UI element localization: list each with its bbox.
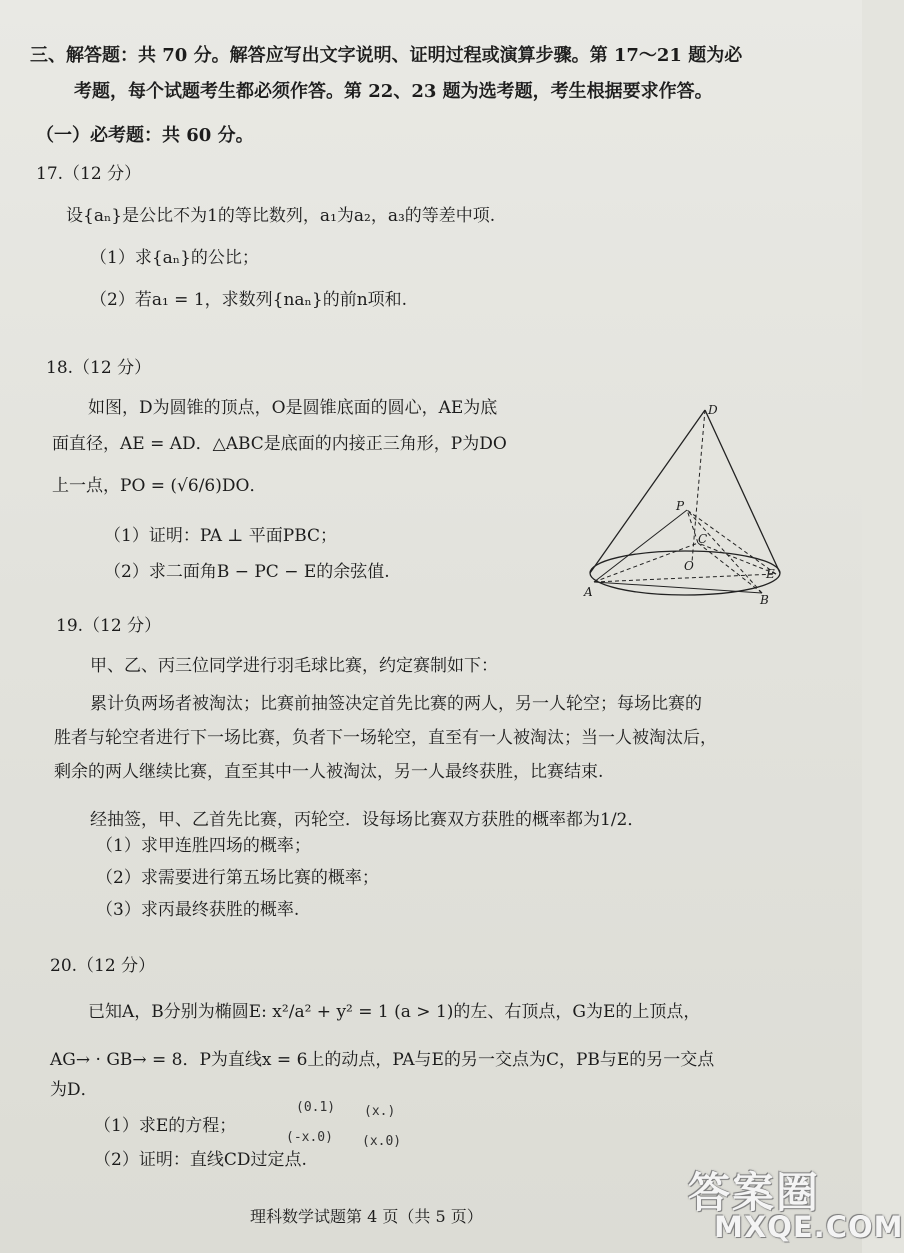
q20-part1: （1）求E的方程； xyxy=(94,1116,237,1136)
q17-title: 17.（12 分） xyxy=(36,164,142,184)
label-O: O xyxy=(684,559,694,573)
q18-part2: （2）求二面角B − PC − E的余弦值. xyxy=(104,562,390,582)
handwriting-note3: (-x.0) xyxy=(286,1130,333,1145)
watermark-logo-en: MXQE.COM xyxy=(714,1210,904,1244)
label-C: C xyxy=(698,532,708,546)
label-P: P xyxy=(676,499,685,513)
handwriting-note1: (0.1) xyxy=(296,1100,336,1115)
q20-part2: （2）证明：直线CD过定点. xyxy=(94,1150,307,1170)
q18-title: 18.（12 分） xyxy=(46,358,152,378)
label-B: B xyxy=(760,593,769,607)
section-heading-line1: 三、解答题：共 70 分。解答应写出文字说明、证明过程或演算步骤。第 17～21 题为必 xyxy=(30,45,743,66)
q18-part1: （1）证明：PA ⊥ 平面PBC； xyxy=(104,526,338,546)
q19-part3: （3）求丙最终获胜的概率. xyxy=(96,900,300,920)
q18-stem3: 上一点，PO = (√6/6)DO． xyxy=(52,476,267,496)
q18-stem1: 如图，D为圆锥的顶点，O是圆锥底面的圆心，AE为底 xyxy=(88,398,498,418)
watermark-logo-cn: 答案圈 xyxy=(688,1168,821,1217)
q19-title: 19.（12 分） xyxy=(56,616,162,636)
q19-stem2: 累计负两场者被淘汰；比赛前抽签决定首先比赛的两人，另一人轮空；每场比赛的 xyxy=(90,694,702,714)
section-heading-line2: 考题，每个试题考生都必须作答。第 22、23 题为选考题，考生根据要求作答。 xyxy=(74,81,713,102)
q17-part2: （2）若a₁ = 1，求数列{naₙ}的前n项和. xyxy=(90,290,408,310)
q19-stem1: 甲、乙、丙三位同学进行羽毛球比赛，约定赛制如下： xyxy=(90,656,498,676)
section-subheading: （一）必考题：共 60 分。 xyxy=(36,125,254,146)
label-D: D xyxy=(708,403,718,417)
q17-part1: （1）求{aₙ}的公比； xyxy=(90,248,259,268)
q19-part1: （1）求甲连胜四场的概率； xyxy=(96,836,311,856)
q20-stem1: 已知A，B分别为椭圆E: x²/a² + y² = 1 (a > 1)的左、右顶点，G为E的上顶点， xyxy=(88,1002,701,1022)
q19-stem4: 剩余的两人继续比赛，直至其中一人被淘汰，另一人最终获胜，比赛结束. xyxy=(54,762,604,782)
q19-part2: （2）求需要进行第五场比赛的概率； xyxy=(96,868,379,888)
q20-stem3: 为D． xyxy=(50,1080,98,1100)
q20-stem2: AG→ · GB→ = 8．P为直线x = 6上的动点，PA与E的另一交点为C，PB与E的另一交点 xyxy=(50,1050,715,1070)
q17-stem: 设{aₙ}是公比不为1的等比数列，a₁为a₂，a₃的等差中项. xyxy=(66,206,496,226)
page-footer: 理科数学试题第 4 页（共 5 页） xyxy=(250,1207,483,1226)
q18-stem2: 面直径，AE = AD．△ABC是底面的内接正三角形，P为DO xyxy=(52,434,507,454)
label-E: E xyxy=(766,567,775,581)
cone-figure xyxy=(580,398,790,608)
q19-stem3: 胜者与轮空者进行下一场比赛，负者下一场轮空，直至有一人被淘汰；当一人被淘汰后， xyxy=(54,728,717,748)
q19-stem5: 经抽签，甲、乙首先比赛，丙轮空．设每场比赛双方获胜的概率都为1/2． xyxy=(90,810,645,830)
handwriting-note4: (x.0) xyxy=(362,1134,402,1149)
q20-title: 20.（12 分） xyxy=(50,956,156,976)
label-A: A xyxy=(584,585,593,599)
handwriting-note2: (x.) xyxy=(364,1104,396,1119)
